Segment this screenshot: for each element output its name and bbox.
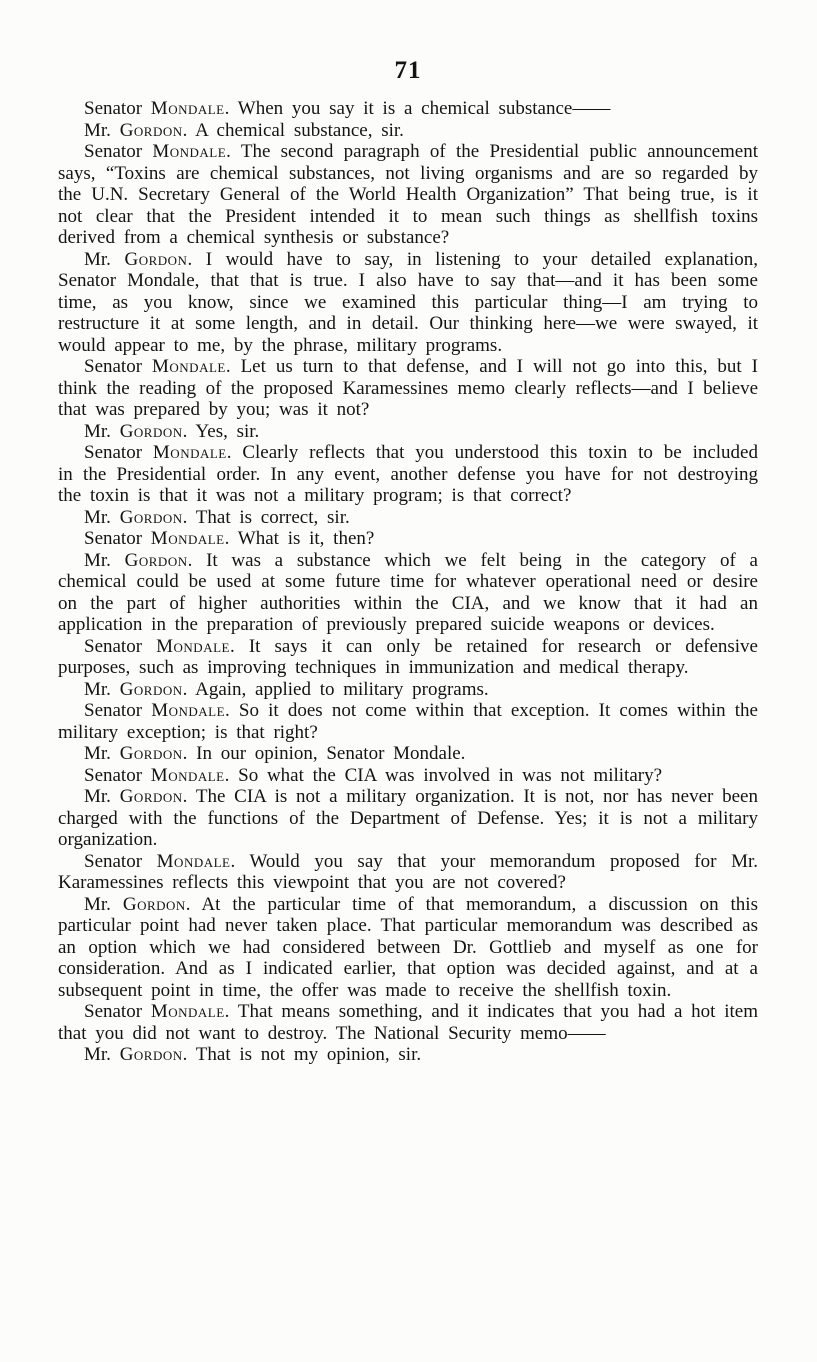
speaker-label: Senator Mondale. [84,141,231,162]
paragraph: Senator Mondale. Clearly reflects that you understood this toxin to be included in the Presidential order. In any event, another defense you have for not destroying the toxin is that it was not a military program; is that correct? [58,442,758,506]
speaker-label: Mr. Gordon. [84,786,188,807]
speaker-name: Mondale [150,764,225,786]
speaker-name: Mondale [152,356,226,377]
speaker-name: Mondale [151,700,226,721]
speaker-name: Gordon [119,743,183,764]
speaker-name: Gordon [124,248,188,270]
paragraph: Mr. Gordon. Again, applied to military programs. [84,678,489,700]
transcript-body [58,98,758,1066]
speaker-name: Mondale [152,141,227,162]
speaker-label: Mr. Gordon. [84,119,188,141]
paragraph: Senator Mondale. What is it, then? [84,528,375,549]
paragraph: Senator Mondale. Let us turn to that defense, and I will not go into this, but I think the reading of the proposed Karamessines memo clearly reflects—and I believe that was prepared by you; was it not? [58,356,758,420]
speaker-name: Mondale [150,528,225,549]
speaker-name: Mondale [150,1001,225,1022]
speaker-label: Senator Mondale. [84,442,232,463]
speaker-label: Mr. Gordon. [84,420,188,442]
speaker-label: Mr. Gordon. [84,506,188,528]
paragraph: Mr. Gordon. I would have to say, in listening to your detailed explanation, Senator Mondale, that that is true. I also have to say that—and it has been some time, as you know, since we examined this particular thing—I am trying to restructure it at some length, and in detail. Our thinking here—we were swayed, it would appear to me, by the phrase, military programs. [58,248,758,356]
speaker-name: Mondale [152,442,227,463]
paragraph: Mr. Gordon. In our opinion, Senator Mondale. [84,743,466,764]
paragraph: Mr. Gordon. The CIA is not a military organization. It is not, nor has never been charged with the functions of the Department of Defense. Yes; it is not a military organization. [58,786,758,850]
speaker-name: Mondale [156,635,230,657]
speaker-label: Senator Mondale. [84,700,230,721]
paragraph: Mr. Gordon. Yes, sir. [84,420,260,442]
speaker-label: Senator Mondale. [84,528,230,549]
paragraph: Senator Mondale. When you say it is a chemical substance—— [84,98,611,119]
speaker-name: Gordon [119,786,183,807]
speaker-label: Mr. Gordon. [84,893,191,915]
speaker-label: Mr. Gordon. [84,1044,188,1065]
speaker-name: Gordon [119,678,183,700]
paragraph: Mr. Gordon. It was a substance which we felt being in the category of a chemical could be used at some future time for whatever operational need or desire on the part of higher authorities within the CIA, and we know that it had an application in the preparation of previously prepared suicide weapons or devices. [58,549,758,635]
page-number: 71 [394,57,422,84]
paragraph: Senator Mondale. Would you say that your memorandum proposed for Mr. Karamessines reflects this viewpoint that you are not covered? [58,850,758,893]
paragraph: Senator Mondale. It says it can only be retained for research or defensive purposes, such as improving techniques in immunization and medical therapy. [58,635,758,678]
speaker-label: Senator Mondale. [84,98,230,119]
paragraph: Mr. Gordon. That is correct, sir. [84,506,350,528]
speaker-name: Gordon [122,893,186,915]
speaker-label: Mr. Gordon. [84,549,193,571]
speaker-label: Mr. Gordon. [84,248,193,270]
speaker-name: Gordon [119,1044,183,1065]
paragraph: Mr. Gordon. That is not my opinion, sir. [84,1044,422,1065]
speaker-label: Senator Mondale. [84,1001,230,1022]
speaker-label: Senator Mondale. [84,635,235,657]
speaker-name: Gordon [124,549,188,571]
speaker-label: Senator Mondale. [84,764,230,786]
paragraph: Mr. Gordon. A chemical substance, sir. [84,119,404,141]
paragraph: Mr. Gordon. At the particular time of that memorandum, a discussion on this particular point had never taken place. That particular memorandum was described as an option which we had considered between Dr. Gottlieb and myself as one for consideration. And as I indicated earlier, that option was decided against, and at a subsequent point in time, the offer was made to receive the shellfish toxin. [58,893,758,1001]
speaker-name: Mondale [156,850,231,872]
paragraph: Senator Mondale. So what the CIA was involved in was not military? [84,764,663,786]
paragraph: Senator Mondale. That means something, and it indicates that you had a hot item that you did not want to destroy. The National Security memo—— [58,1001,758,1044]
speaker-label: Senator Mondale. [84,850,236,872]
paragraph: Senator Mondale. The second paragraph of the Presidential public announcement says, “Toxins are chemical substances, not living organisms and are so regarded by the U.N. Secretary General of the World Health Organization” That being true, is it not clear that the President intended it to mean such things as shellfish toxins derived from a chemical synthesis or substance? [58,141,758,248]
paragraph: Senator Mondale. So it does not come within that exception. It comes within the military exception; is that right? [58,700,758,743]
speaker-label: Mr. Gordon. [84,743,188,764]
speaker-name: Gordon [119,119,183,141]
speaker-label: Senator Mondale. [84,356,231,377]
speaker-label: Mr. Gordon. [84,678,188,700]
speaker-name: Gordon [119,420,183,442]
speaker-name: Mondale [150,98,225,119]
speaker-name: Gordon [119,506,183,528]
